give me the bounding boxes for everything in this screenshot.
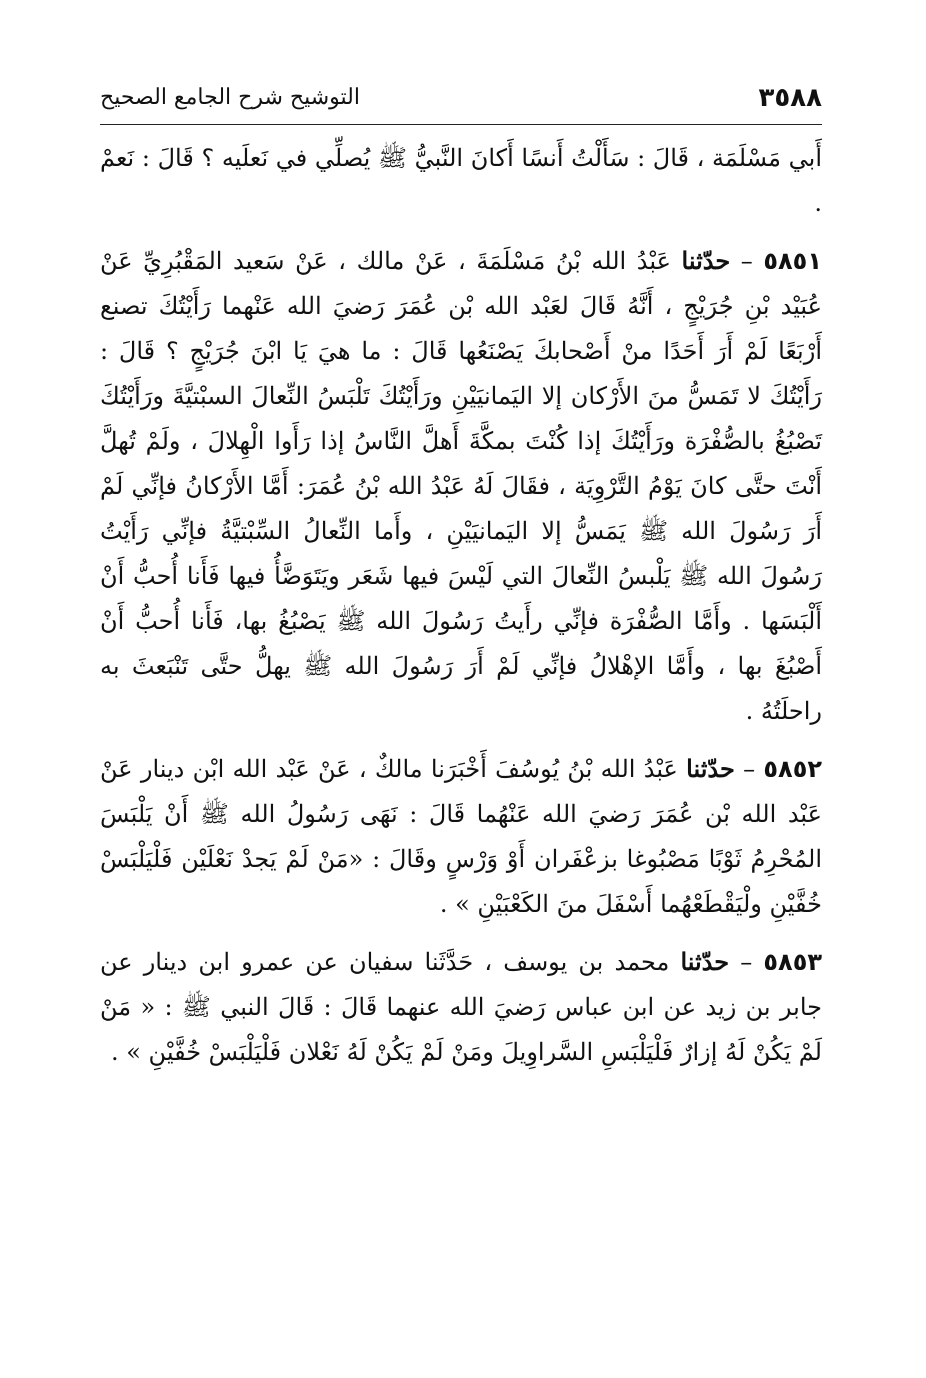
dash-separator: – (734, 755, 756, 783)
hadith-number: ٥٨٥٢ (763, 755, 822, 783)
hadith-5853 (100, 939, 822, 1075)
hadith-number: ٥٨٥١ (763, 247, 822, 275)
running-title: التوشيح شرح الجامع الصحيح (100, 85, 360, 110)
page-header (100, 78, 822, 114)
paragraph-text: محمد بن يوسف ، حَدَّثَنا سفيان عن عمرو ابن دينار عن جابر بن زيد عن ابن عباس رَضيَ الله عنهما قَالَ : قَالَ النبي ﷺ : « مَنْ لَمْ يَكُنْ لَهُ إزارٌ فَلْيَلْبَسِ السَّراوِيلَ ومَنْ لَمْ يَكُنْ لَهُ نَعْلان فَلْيَلْبَسْ خُفَّيْنِ » . (100, 948, 822, 1066)
page-number: ٣٥٨٨ (758, 83, 822, 113)
hadith-lead-word: حدّثنا (681, 246, 731, 275)
header-divider (100, 124, 822, 125)
paragraph-text: عَبْدُ الله بْنُ يُوسُفَ أَخْبَرَنا مالكٌ ، عَنْ عَبْد الله ابْن دينار عَنْ عَبْد الله بْن عُمَرَ رَضيَ الله عَنْهُما قَالَ : نَهَى رَسُولُ الله ﷺ أَنْ يَلْبَسَ المُحْرِمُ ثَوْبًا مَصْبُوغا بزعْفَران أَوْ وَرْسٍ وقَالَ : «مَنْ لَمْ يَجدْ نَعْلَيْن فَلْيَلْبَسْ خُفَّيْنِ ولْيَقْطَعْهُما أَسْفَلَ منَ الكَعْبَيْنِ » . (100, 755, 822, 918)
hadith-number: ٥٨٥٣ (763, 948, 822, 976)
continuation-paragraph (100, 136, 822, 226)
dash-separator: – (729, 948, 753, 976)
hadith-lead-word: حدّثنا (686, 754, 735, 783)
hadith-lead-word: حدّثنا (680, 947, 730, 976)
page-body (100, 136, 822, 1075)
paragraph-text: عَبْدُ الله بْنُ مَسْلَمَةَ ، عَنْ مالك ، عَنْ سَعيد المَقْبُرِيِّ عَنْ عُبَيْد بْنِ جُرَيْجٍ ، أَنَّهُ قَالَ لعَبْد الله بْن عُمَرَ رَضيَ الله عَنْهما رَأَيْتُكَ تصنع أَرْبَعًا لَمْ أَرَ أَحَدًا منْ أَصْحابكَ يَصْنَعُها قَالَ : ما هيَ يَا ابْنَ جُرَيْجٍ ؟ قَالَ : رَأَيْتُكَ لا تَمَسُّ منَ الأَرْكان إلا اليَمانيَيْنِ ورَأَيْتُكَ تَلْبَسُ النِّعالَ السبْتيَّةَ ورَأَيْتُكَ تَصْبُغُ بالصُّفْرَة ورَأَيْتُكَ إذا كُنْتَ بمكَّةَ أَهلَّ النَّاسُ إذا رَأَوا الْهِلالَ ، ولَمْ تُهلَّ أَنْتَ حتَّى كانَ يَوْمُ التَّرْوِيَة ، فقَالَ لَهُ عَبْدُ الله بْنُ عُمَرَ: أَمَّا الأَرْكانُ فإنِّي لَمْ أَرَ رَسُولَ الله ﷺ يَمَسُّ إلا اليَمانيَيْنِ ، وأَما النِّعالُ السِّبْتيَّةُ فإنِّي رَأَيْتُ رَسُولَ الله ﷺ يَلْبسُ النِّعالَ التي لَيْسَ فيها شَعَر ويَتَوَضَّأُ فيها فَأَنا أُحبُّ أَنْ أَلْبَسَها . وأَمَّا الصُّفْرَة فإنِّي رأَيتُ رَسُولَ الله ﷺ يَصْبُغُ بها، فَأَنا أُحبُّ أَنْ أَصْبُغَ بها ، وأَمَّا الإهْلالُ فإنِّي لَمْ أَرَ رَسُولَ الله ﷺ يهلُّ حتَّى تَنْبَعثَ به راحلَتُهُ . (100, 247, 822, 725)
dash-separator: – (730, 247, 753, 275)
hadith-5851 (100, 238, 822, 734)
document-page (100, 0, 822, 1378)
hadith-5852 (100, 746, 822, 927)
paragraph-text: أَبي مَسْلَمَة ، قَالَ : سَأَلْتُ أَنسًا أَكانَ النَّبيُّ ﷺ يُصلِّي في نَعلَيه ؟ قَالَ : نَعمْ . (100, 144, 822, 217)
